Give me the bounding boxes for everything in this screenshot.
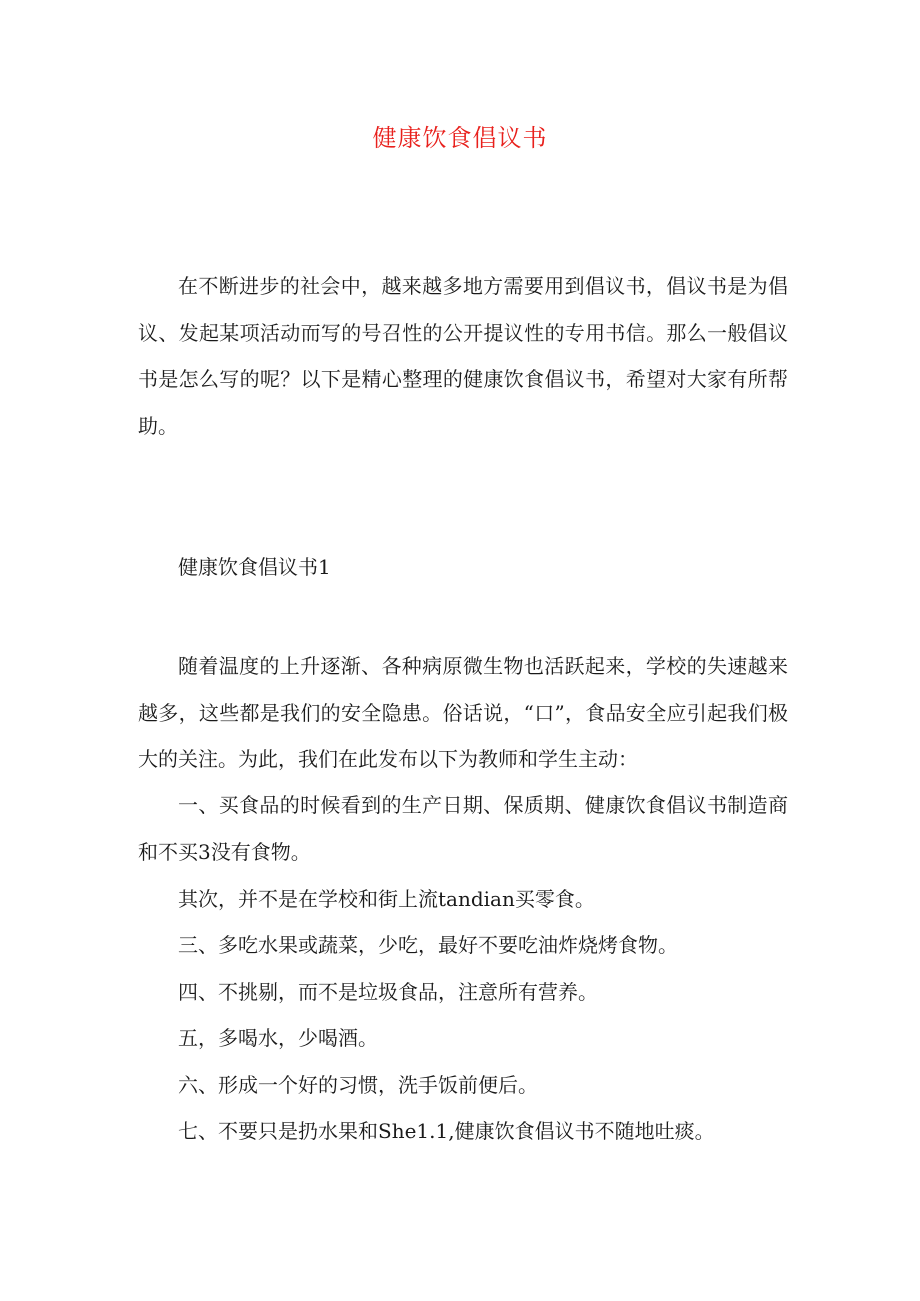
section-heading: 健康饮食倡议书1 — [178, 555, 331, 579]
body-paragraph-3: 其次，并不是在学校和街上流tandian买零食。 — [178, 887, 595, 911]
body-paragraph-5: 四、不挑剔，而不是垃圾食品，注意所有营养。 — [178, 980, 598, 1004]
body-paragraph-8: 七、不要只是扔水果和She1.1,健康饮食倡议书不随地吐痰。 — [178, 1119, 715, 1143]
body-paragraph-2: 一、买食品的时候看到的生产日期、保质期、健康饮食倡议书制造商和不买3没有食物。 — [138, 793, 788, 864]
body-paragraph-4: 三、多吃水果或蔬菜，少吃，最好不要吃油炸烧烤食物。 — [178, 933, 678, 957]
body-paragraph-6: 五，多喝水，少喝酒。 — [178, 1026, 378, 1050]
intro-paragraph: 在不断进步的社会中，越来越多地方需要用到倡议书，倡议书是为倡议、发起某项活动而写的号召性的公开提议性的专用书信。那么一般倡议书是怎么写的呢？以下是精心整理的健康饮食倡议书，希望对大家有所帮助。 — [138, 274, 788, 438]
body-paragraph-1: 随着温度的上升逐渐、各种病原微生物也活跃起来，学校的失速越来越多，这些都是我们的安全隐患。俗话说，“口”，食品安全应引起我们极大的关注。为此，我们在此发布以下为教师和学生主动： — [138, 654, 788, 771]
document-title: 健康饮食倡议书 — [372, 124, 548, 152]
body-paragraph-7: 六、形成一个好的习惯，洗手饭前便后。 — [178, 1073, 538, 1097]
